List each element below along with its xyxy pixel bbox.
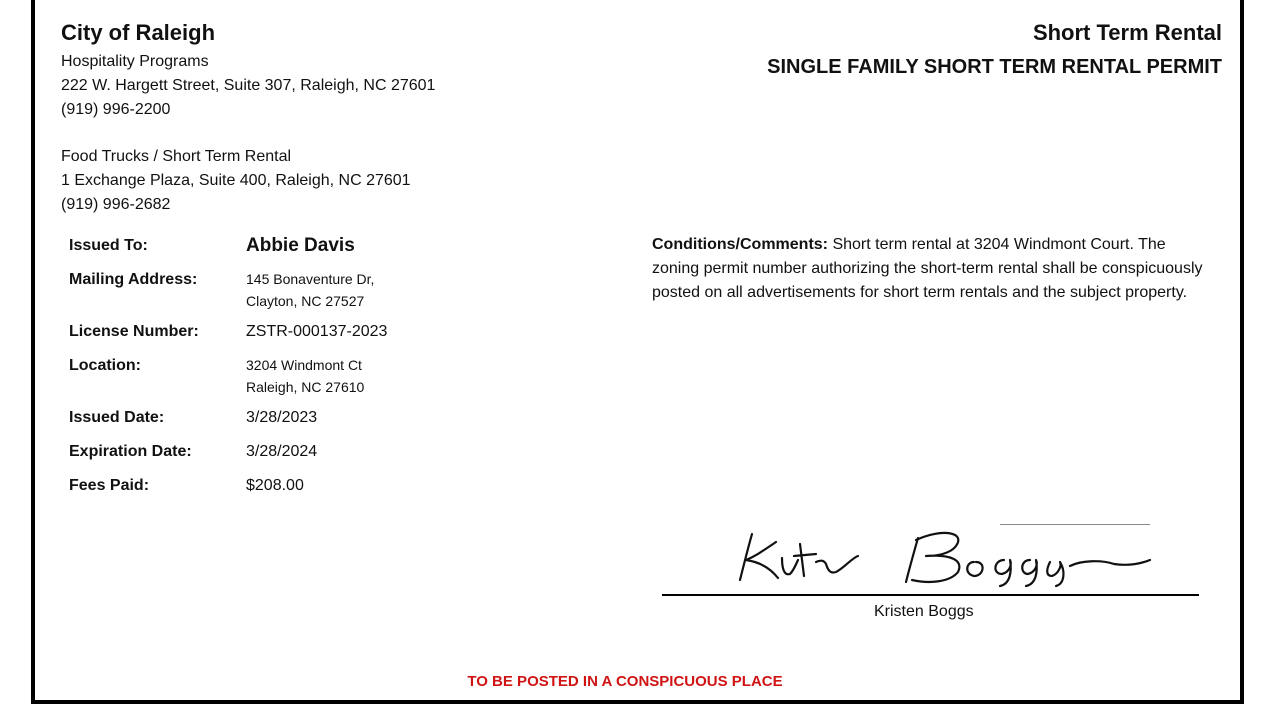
conditions-label: Conditions/Comments: — [652, 236, 828, 253]
expiration-date-value: 3/28/2024 — [246, 443, 318, 460]
posting-notice: TO BE POSTED IN A CONSPICUOUS PLACE — [467, 673, 783, 690]
signature-line — [662, 594, 1199, 596]
handwritten-signature — [730, 520, 1160, 590]
dept2-address: 1 Exchange Plaza, Suite 400, Raleigh, NC 27601 — [61, 172, 411, 189]
dept1-phone: (919) 996-2200 — [61, 101, 171, 118]
location-line2: Raleigh, NC 27610 — [246, 379, 365, 395]
expiration-date-label: Expiration Date: — [69, 443, 192, 460]
location-line1: 3204 Windmont Ct — [246, 357, 362, 373]
issued-date-value: 3/28/2023 — [246, 409, 318, 426]
fees-paid-value: $208.00 — [246, 477, 304, 494]
permit-subtitle: SINGLE FAMILY SHORT TERM RENTAL PERMIT — [767, 56, 1222, 78]
mailing-address-line2: Clayton, NC 27527 — [246, 293, 365, 309]
license-number-value: ZSTR-000137-2023 — [246, 323, 388, 340]
dept1-address: 222 W. Hargett Street, Suite 307, Raleigh, NC 27601 — [61, 77, 436, 94]
signer-name: Kristen Boggs — [874, 603, 974, 620]
location-label: Location: — [69, 357, 141, 374]
mailing-address-line1: 145 Bonaventure Dr, — [246, 271, 375, 287]
issued-to-value: Abbie Davis — [246, 235, 355, 256]
dept2-name: Food Trucks / Short Term Rental — [61, 148, 292, 165]
conditions-text: Short term rental at 3204 Windmont Court. The zoning permit number authorizing the short-term rental shall be conspicuously posted on all advertisements for short term rentals and the subject property. — [652, 236, 1203, 301]
mailing-address-label: Mailing Address: — [69, 271, 198, 288]
permit-title: Short Term Rental — [1032, 20, 1222, 45]
conditions-block — [652, 233, 1212, 305]
org-name: City of Raleigh — [61, 20, 216, 45]
issued-date-label: Issued Date: — [69, 409, 165, 426]
fees-paid-label: Fees Paid: — [69, 477, 150, 494]
dept1-name: Hospitality Programs — [61, 53, 209, 70]
permit-border — [31, 0, 1244, 704]
license-number-label: License Number: — [69, 323, 199, 340]
dept2-phone: (919) 996-2682 — [61, 196, 171, 213]
issued-to-label: Issued To: — [69, 237, 148, 254]
